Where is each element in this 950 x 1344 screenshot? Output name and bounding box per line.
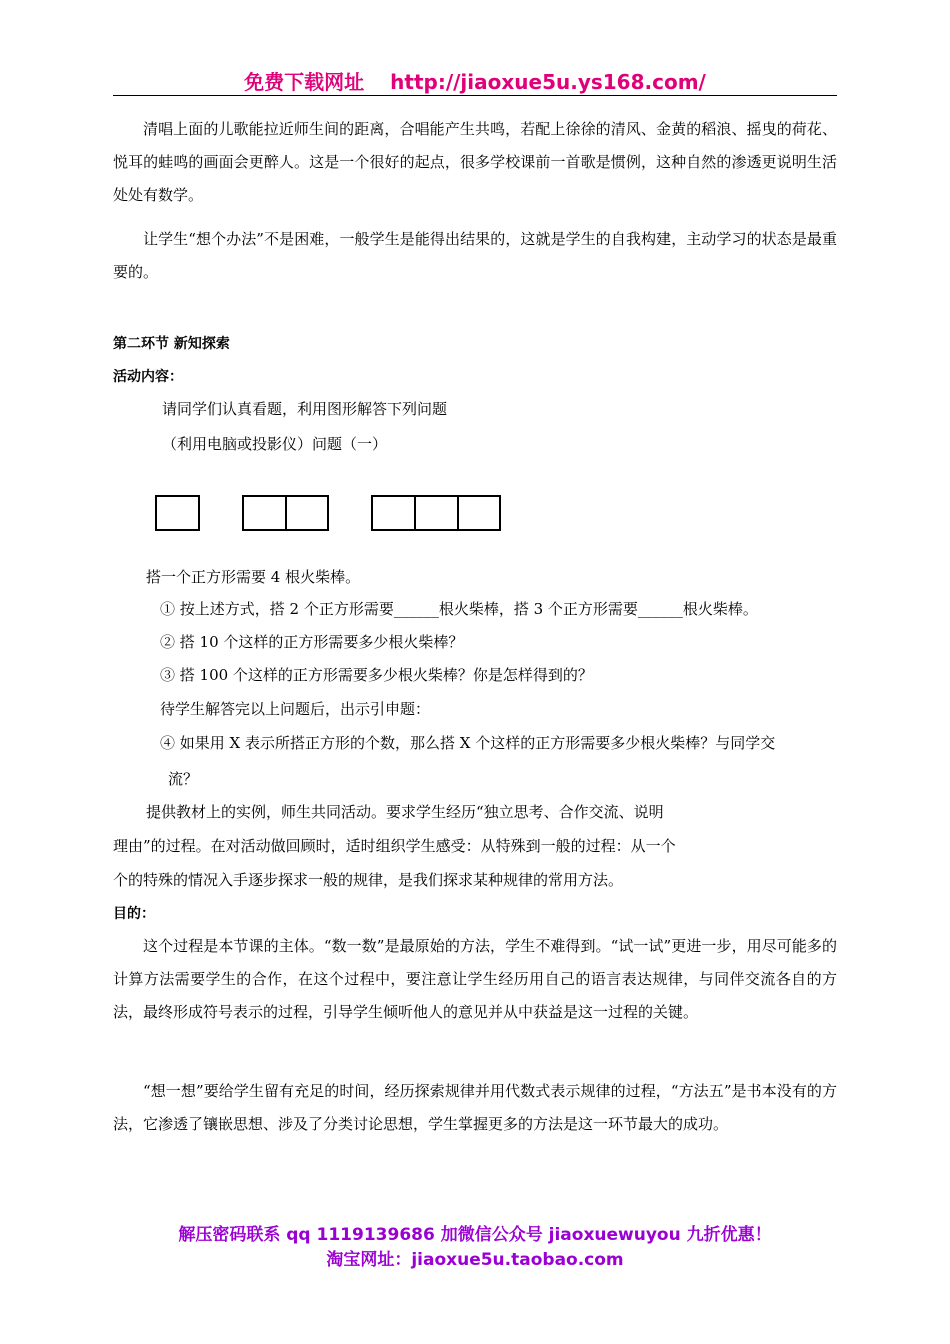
header-url[interactable]: http://jiaoxue5u.ys168.com/ [390, 70, 706, 94]
matchstick-figure-3-squares [371, 495, 501, 531]
activity-line-3: 个的特殊的情况入手逐步探求一般的规律，是我们探求某种规律的常用方法。 [113, 871, 624, 889]
header-divider [113, 95, 837, 96]
activity-line-2: 理由”的过程。在对活动做回顾时，适时组织学生感受：从特殊到一般的过程：从一个 [113, 837, 676, 855]
footer-line-1: 解压密码联系 qq 1119139686 加微信公众号 jiaoxuewuyou 九折优惠！ [178, 1225, 772, 1245]
page-header [113, 66, 837, 95]
question-2: ② 搭 10 个这样的正方形需要多少根火柴棒？ [160, 633, 464, 651]
question-3: ③ 搭 100 个这样的正方形需要多少根火柴棒？你是怎样得到的？ [160, 666, 593, 684]
paragraph-2: 让学生“想个办法”不是困难，一般学生是能得出结果的，这就是学生的自我构建，主动学习的状态是最重要的。 [113, 230, 837, 281]
purpose-paragraph-1: 这个过程是本节课的主体。“数一数”是最原始的方法，学生不难得到。“试一试”更进一步，用尽可能多的计算方法需要学生的合作，在这个过程中，要注意让学生经历用自己的语言表达规律，与同伴交流各自的方法，最终形成符号表示的过程，引导学生倾听他人的意见并从中获益是这一过程的关键。 [113, 937, 837, 1021]
question-4-line-2: 流？ [168, 770, 199, 788]
section-title: 第二环节 新知探索 [113, 336, 230, 352]
purpose-paragraph-2: “想一想”要给学生留有充足的时间，经历探索规律并用代数式表示规律的过程，“方法五”是书本没有的方法，它渗透了镶嵌思想、涉及了分类讨论思想，学生掌握更多的方法是这一环节最大的成功。 [113, 1082, 837, 1133]
matchstick-figure-1-square [155, 495, 200, 531]
question-label: （利用电脑或投影仪）问题（一） [162, 435, 388, 453]
instruction: 请同学们认真看题，利用图形解答下列问题 [162, 400, 448, 418]
question-4-line-1: ④ 如果用 X 表示所搭正方形的个数，那么搭 X 个这样的正方形需要多少根火柴棒？与同学交 [160, 734, 776, 752]
question-1: ① 按上述方式，搭 2 个正方形需要______根火柴棒，搭 3 个正方形需要______根火柴棒。 [160, 600, 758, 618]
activity-line-1: 提供教材上的实例，师生共同活动。要求学生经历“独立思考、合作交流、说明 [146, 803, 664, 821]
wait-text: 待学生解答完以上问题后，出示引申题： [160, 700, 431, 718]
activity-label: 活动内容： [113, 369, 183, 385]
header-label: 免费下载网址 [244, 70, 365, 94]
purpose-label: 目的： [113, 906, 155, 922]
footer-line-2[interactable]: 淘宝网址：jiaoxue5u.taobao.com [326, 1250, 624, 1270]
intro-text: 搭一个正方形需要 4 根火柴棒。 [146, 568, 361, 586]
matchstick-figure-2-squares [242, 495, 329, 531]
paragraph-1: 清唱上面的儿歌能拉近师生间的距离，合唱能产生共鸣，若配上徐徐的清风、金黄的稻浪、摇曳的荷花、悦耳的蛙鸣的画面会更醉人。这是一个很好的起点，很多学校课前一首歌是惯例，这种自然的渗透更说明生活处处有数学。 [113, 120, 837, 204]
